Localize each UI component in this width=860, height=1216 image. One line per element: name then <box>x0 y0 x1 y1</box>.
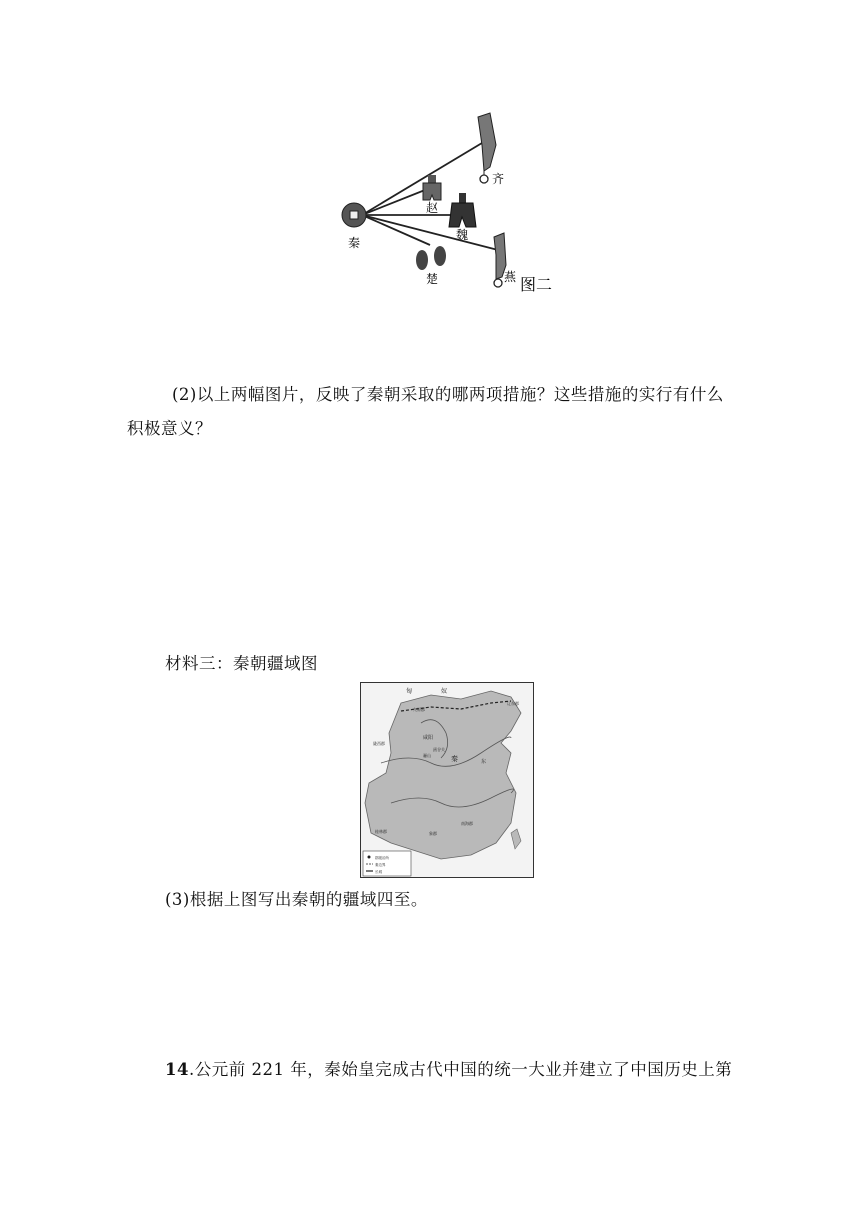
map-label-dong: 东 <box>481 759 487 765</box>
map-label-liaodong: 辽东郡 <box>507 701 519 706</box>
legend-wall: 长城 <box>375 870 382 874</box>
legend-border: 秦边界 <box>375 863 386 867</box>
map-label-qin: 秦 <box>451 755 458 763</box>
legend-capital: 郡级治所 <box>375 856 389 860</box>
question14-text: .公元前 221 年，秦始皇完成古代中国的统一大业并建立了中国历史上第 <box>188 1060 733 1079</box>
label-qin: 秦 <box>348 236 361 250</box>
material3-title: 材料三：秦朝疆域图 <box>165 654 318 673</box>
zhao-spade-coin <box>423 175 441 200</box>
map-label-hangu: 函谷关 <box>433 747 445 752</box>
chu-ant-nose-coins <box>416 246 446 270</box>
label-qi: 齐 <box>492 172 505 186</box>
label-zhao: 赵 <box>426 201 439 215</box>
question3-text: (3)根据上图写出秦朝的疆域四至。 <box>165 890 428 909</box>
label-yan: 燕 <box>504 270 517 284</box>
coin-unification-figure <box>330 105 570 305</box>
map-label-xianyang: 咸阳 <box>423 735 434 741</box>
question14-number: 14 <box>165 1060 189 1079</box>
label-chu: 楚 <box>426 272 439 286</box>
qin-territory-map <box>360 682 534 878</box>
question2-line2: 积极意义？ <box>127 419 212 438</box>
map-svg <box>361 683 533 877</box>
link-zhao <box>362 188 430 215</box>
wei-spade-coin <box>449 193 476 227</box>
map-label-lishan: 骊山 <box>423 753 431 758</box>
label-wei: 魏 <box>456 228 469 242</box>
question2-line1: (2)以上两幅图片，反映了秦朝采取的哪两项措施？这些措施的实行有什么 <box>172 385 724 404</box>
map-label-jiuyuan: 九原郡 <box>413 707 425 712</box>
question14 <box>165 1053 732 1087</box>
coin-diagram <box>330 105 570 305</box>
map-label-guilin: 桂林郡 <box>375 829 387 834</box>
map-label-longxi: 陇西郡 <box>373 741 385 746</box>
map-label-xiongnu2: 奴 <box>441 688 448 695</box>
map-label-xiongnu1: 匈 <box>406 688 413 695</box>
map-label-xiang: 象郡 <box>429 831 437 836</box>
figure2-caption: 图二 <box>520 275 553 294</box>
map-legend <box>363 851 411 876</box>
qin-coin <box>342 203 366 227</box>
map-label-nanhai: 南海郡 <box>461 821 473 826</box>
